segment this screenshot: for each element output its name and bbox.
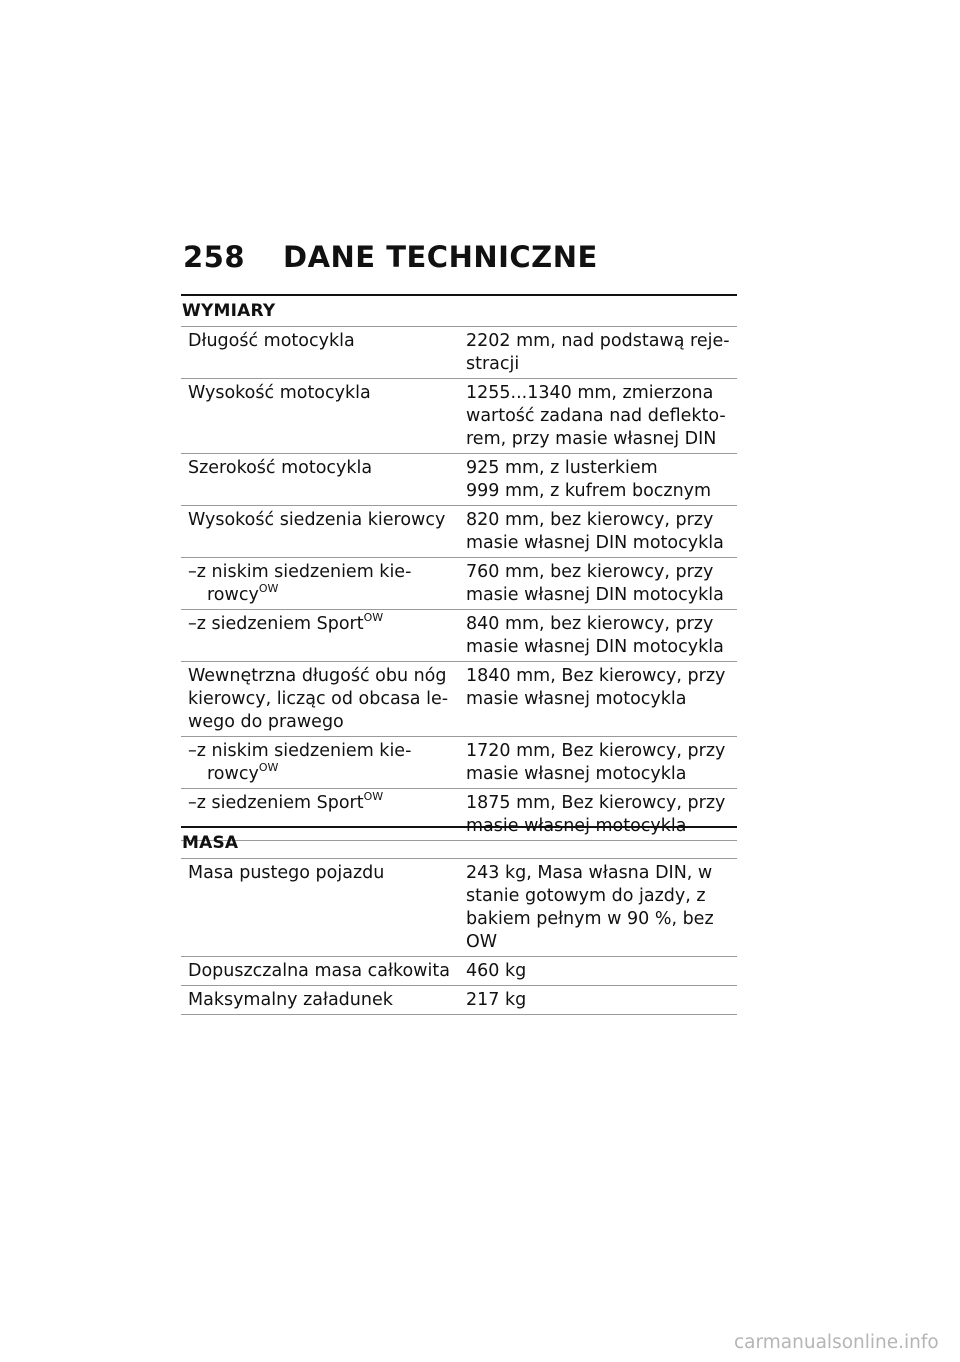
spec-label bbox=[181, 330, 459, 376]
spec-label-text: rowcy bbox=[207, 764, 259, 784]
spec-value-line: 760 mm, bez kierowcy, przy bbox=[466, 562, 714, 582]
section-wymiary bbox=[181, 294, 737, 841]
table-row bbox=[181, 379, 737, 454]
spec-value-line: 1840 mm, Bez kierowcy, przy bbox=[466, 666, 726, 686]
table-row bbox=[181, 454, 737, 506]
spec-value-line: masie własnej motocykla bbox=[466, 816, 687, 836]
spec-value bbox=[459, 960, 737, 983]
spec-label-text: kierowcy, licząc od obcasa le- bbox=[188, 689, 449, 709]
spec-label-line bbox=[188, 509, 459, 532]
optional-equipment-mark: OW bbox=[258, 761, 279, 774]
spec-value-line: 243 kg, Masa własna DIN, w bbox=[466, 863, 713, 883]
spec-label-line bbox=[188, 561, 459, 584]
spec-value bbox=[459, 330, 737, 376]
spec-label-text: Dopuszczalna masa całkowita bbox=[188, 961, 450, 981]
spec-value bbox=[459, 561, 737, 607]
spec-table bbox=[181, 326, 737, 841]
spec-value-line: 840 mm, bez kierowcy, przy bbox=[466, 614, 714, 634]
spec-label-line bbox=[188, 584, 459, 607]
spec-label-text: Szerokość motocykla bbox=[188, 458, 373, 478]
table-row bbox=[181, 327, 737, 379]
spec-label-line bbox=[188, 989, 459, 1012]
spec-value-line: masie własnej motocykla bbox=[466, 764, 687, 784]
spec-label-line bbox=[188, 740, 459, 763]
spec-label-line bbox=[188, 330, 459, 353]
table-row bbox=[181, 859, 737, 957]
spec-value bbox=[459, 457, 737, 503]
spec-label bbox=[181, 862, 459, 954]
table-row bbox=[181, 506, 737, 558]
section-masa bbox=[181, 826, 737, 1015]
optional-equipment-mark: OW bbox=[258, 582, 279, 595]
spec-value bbox=[459, 613, 737, 659]
spec-label-line bbox=[188, 613, 459, 636]
spec-label bbox=[181, 561, 459, 607]
spec-label bbox=[181, 382, 459, 451]
spec-label-line bbox=[188, 665, 459, 688]
spec-table bbox=[181, 858, 737, 1015]
spec-label-line bbox=[188, 688, 459, 711]
table-row bbox=[181, 737, 737, 789]
spec-label bbox=[181, 613, 459, 659]
spec-label bbox=[181, 989, 459, 1012]
spec-value-line: 1255...1340 mm, zmierzona bbox=[466, 383, 714, 403]
spec-value-line: 2202 mm, nad podstawą reje- bbox=[466, 331, 730, 351]
table-row bbox=[181, 558, 737, 610]
spec-label-text: –z siedzeniem Sport bbox=[188, 614, 364, 634]
spec-label bbox=[181, 960, 459, 983]
spec-label bbox=[181, 665, 459, 734]
spec-value-line: 460 kg bbox=[466, 961, 527, 981]
spec-value-line: masie własnej motocykla bbox=[466, 689, 687, 709]
spec-label-line bbox=[188, 763, 459, 786]
spec-value-line: stanie gotowym do jazdy, z bbox=[466, 886, 706, 906]
spec-value-line: 1720 mm, Bez kierowcy, przy bbox=[466, 741, 726, 761]
spec-label-text: Wewnętrzna długość obu nóg bbox=[188, 666, 447, 686]
page-heading bbox=[183, 240, 598, 274]
page-title: DANE TECHNICZNE bbox=[283, 240, 598, 274]
spec-value bbox=[459, 862, 737, 954]
spec-value-line: stracji bbox=[466, 354, 520, 374]
spec-value-line: 820 mm, bez kierowcy, przy bbox=[466, 510, 714, 530]
table-row bbox=[181, 662, 737, 737]
spec-value-line: masie własnej DIN motocykla bbox=[466, 533, 724, 553]
table-row bbox=[181, 957, 737, 986]
section-title: MASA bbox=[182, 833, 239, 853]
spec-value bbox=[459, 665, 737, 734]
spec-value-line: wartość zadana nad deflekto- bbox=[466, 406, 726, 426]
spec-value-line: OW bbox=[466, 932, 498, 952]
optional-equipment-mark: OW bbox=[363, 790, 384, 803]
spec-value-line: 925 mm, z lusterkiem bbox=[466, 458, 658, 478]
spec-label-text: Długość motocykla bbox=[188, 331, 355, 351]
spec-value-line: 1875 mm, Bez kierowcy, przy bbox=[466, 793, 726, 813]
spec-value-line: 217 kg bbox=[466, 990, 527, 1010]
spec-label-line bbox=[188, 862, 459, 885]
spec-value-line: masie własnej DIN motocykla bbox=[466, 585, 724, 605]
table-row bbox=[181, 610, 737, 662]
page-number: 258 bbox=[183, 240, 246, 274]
spec-label-line bbox=[188, 457, 459, 480]
spec-label-text: Wysokość siedzenia kierowcy bbox=[188, 510, 446, 530]
spec-label-text: –z niskim siedzeniem kie- bbox=[188, 741, 412, 761]
optional-equipment-mark: OW bbox=[363, 611, 384, 624]
table-row bbox=[181, 986, 737, 1015]
spec-label bbox=[181, 457, 459, 503]
spec-label-text: –z siedzeniem Sport bbox=[188, 793, 364, 813]
spec-label-text: Wysokość motocykla bbox=[188, 383, 371, 403]
spec-value-line: bakiem pełnym w 90 %, bez bbox=[466, 909, 714, 929]
spec-label bbox=[181, 509, 459, 555]
spec-label-line bbox=[188, 382, 459, 405]
spec-value bbox=[459, 989, 737, 1012]
spec-label-text: Masa pustego pojazdu bbox=[188, 863, 385, 883]
spec-label-line bbox=[188, 792, 459, 815]
spec-value-line: rem, przy masie własnej DIN bbox=[466, 429, 717, 449]
section-title: WYMIARY bbox=[182, 301, 276, 321]
spec-label-text: wego do prawego bbox=[188, 712, 344, 732]
spec-value bbox=[459, 740, 737, 786]
spec-label-text: Maksymalny załadunek bbox=[188, 990, 393, 1010]
watermark: carmanualsonline.info bbox=[734, 1332, 939, 1353]
spec-label-line bbox=[188, 711, 459, 734]
spec-value-line: masie własnej DIN motocykla bbox=[466, 637, 724, 657]
spec-label-line bbox=[188, 960, 459, 983]
spec-value bbox=[459, 509, 737, 555]
spec-label-text: rowcy bbox=[207, 585, 259, 605]
spec-label-text: –z niskim siedzeniem kie- bbox=[188, 562, 412, 582]
spec-value-line: 999 mm, z kufrem bocznym bbox=[466, 481, 712, 501]
spec-label bbox=[181, 740, 459, 786]
spec-value bbox=[459, 382, 737, 451]
